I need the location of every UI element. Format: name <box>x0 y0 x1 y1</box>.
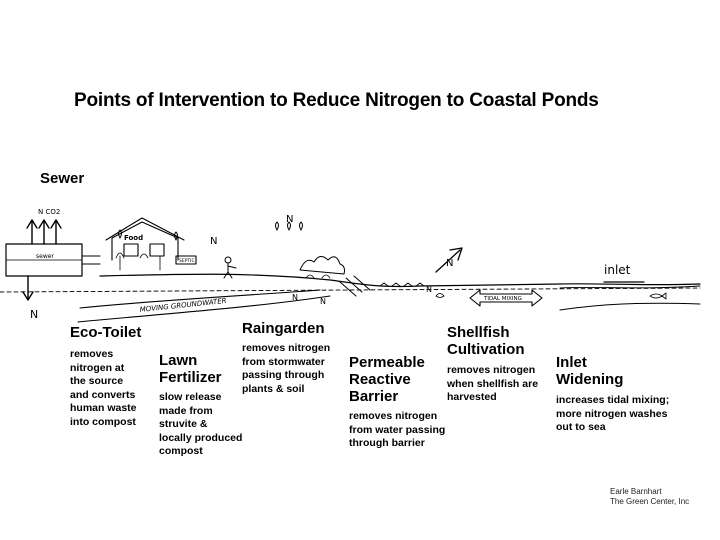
shoreline <box>560 303 700 310</box>
description-line: into compost <box>70 415 136 428</box>
emission-arrows <box>27 220 61 244</box>
sewer-box-label: sewer <box>36 253 54 260</box>
intervention-description <box>159 391 259 459</box>
septic-label: SEPTIC <box>179 259 195 264</box>
intervention-shellfish-cultivation <box>447 324 557 405</box>
raingarden-sketch <box>300 256 345 278</box>
inlet-label: inlet <box>604 263 631 277</box>
description-line: removes nitrogen <box>447 364 536 376</box>
description-line: plants & soil <box>242 382 305 395</box>
description-line: increases tidal mixing; <box>556 394 670 406</box>
intervention-raingarden <box>242 320 352 396</box>
fish-sketch <box>650 293 666 299</box>
lawn-nitrogen-label: N <box>210 236 218 247</box>
sewer-heading: Sewer <box>40 170 85 187</box>
intervention-heading: Inlet Widening <box>556 354 624 388</box>
sewer-box <box>6 244 100 276</box>
description-line: slow release <box>159 391 222 403</box>
release-nitrogen-label: N <box>446 258 454 269</box>
intervention-description <box>242 342 352 396</box>
description-line: the source <box>70 375 124 387</box>
credit-author: Earle Barnhart <box>610 487 662 496</box>
shellfish-nitrogen-label: N <box>426 285 432 294</box>
description-line: from water passing <box>349 423 446 436</box>
description-line: removes nitrogen <box>349 410 438 422</box>
description-line: out to sea <box>556 421 606 433</box>
intervention-heading: Eco-Toilet <box>70 324 142 341</box>
intervention-heading: Shellfish Cultivation <box>447 324 525 358</box>
description-line: struvite & <box>159 418 208 430</box>
description-line: human waste <box>70 402 137 414</box>
description-line: and converts <box>70 388 136 401</box>
description-line: through barrier <box>349 437 425 449</box>
outflow-label: N <box>30 308 39 321</box>
intervention-eco-toilet <box>70 324 160 429</box>
description-line: harvested <box>447 391 497 403</box>
intervention-description <box>447 364 557 405</box>
page-title: Points of Intervention to Reduce Nitrogen to Coastal Ponds <box>74 90 599 111</box>
credit <box>610 487 689 507</box>
intervention-permeable-barrier <box>349 354 459 451</box>
description-line: made from <box>159 404 213 417</box>
barrier-sketch <box>340 276 370 296</box>
intervention-description <box>70 348 160 429</box>
landscape-sketch <box>0 200 720 325</box>
tidal-mixing-label: TIDAL MIXING <box>484 296 522 302</box>
intervention-heading: Lawn Fertilizer <box>159 352 222 386</box>
outflow-arrow <box>23 276 33 300</box>
description-line: nitrogen at <box>70 361 125 374</box>
intervention-heading: Permeable Reactive Barrier <box>349 354 425 405</box>
ground-nitrogen-label-2: N <box>320 297 326 306</box>
shellfish-bed <box>380 283 444 298</box>
emissions-label: N CO2 <box>38 208 61 216</box>
intervention-description <box>349 410 459 451</box>
credit-organization: The Green Center, Inc <box>610 497 690 506</box>
intervention-description <box>556 394 686 435</box>
description-line: compost <box>159 445 203 457</box>
ground-nitrogen-label-1: N <box>292 293 298 302</box>
rain-nitrogen-label: N <box>286 214 294 225</box>
intervention-heading: Raingarden <box>242 320 325 337</box>
description-line: from stormwater <box>242 355 325 368</box>
intervention-inlet-widening <box>556 354 686 435</box>
description-line: when shellfish are <box>447 377 539 390</box>
description-line: removes nitrogen <box>242 342 331 354</box>
description-line: passing through <box>242 369 325 381</box>
groundwater-label: MOVING GROUNDWATER <box>139 296 227 314</box>
food-label: Food <box>124 234 144 242</box>
description-line: locally produced <box>159 431 243 444</box>
description-line: more nitrogen washes <box>556 407 668 420</box>
description-line: removes <box>70 348 114 360</box>
